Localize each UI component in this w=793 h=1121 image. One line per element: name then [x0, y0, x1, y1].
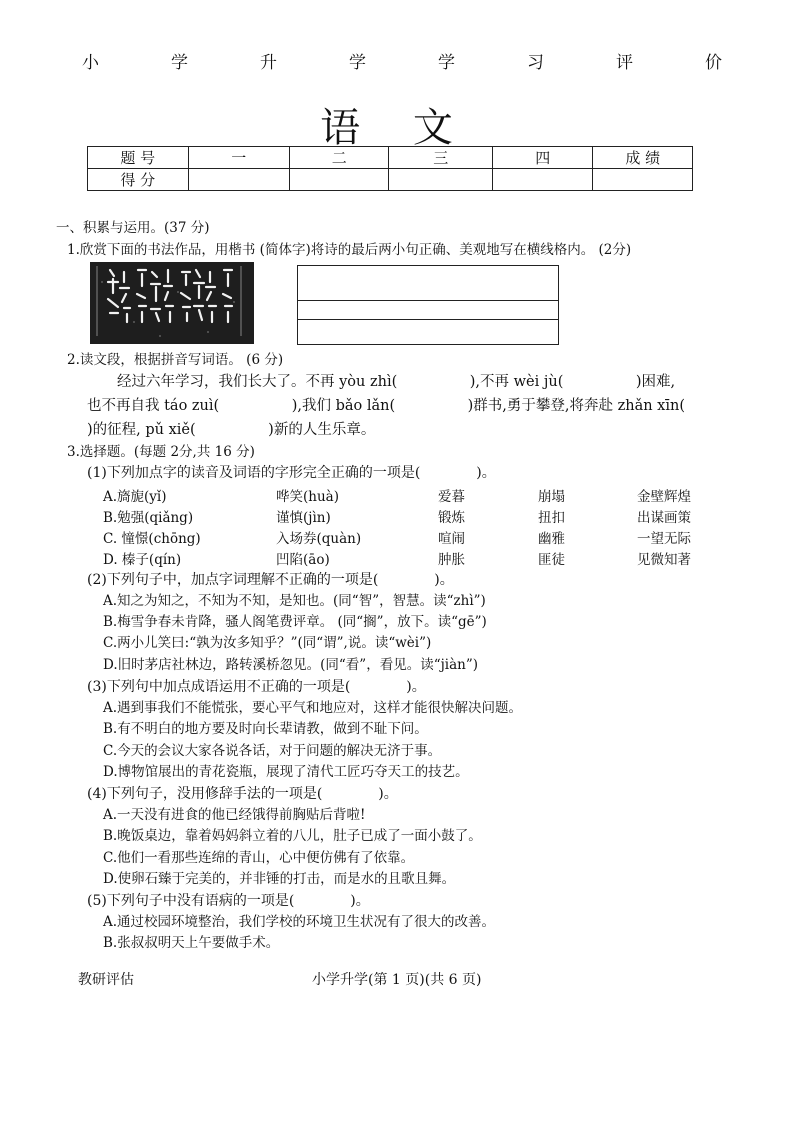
option-cell: A.旖旎(yǐ) [103, 489, 167, 505]
score-input-cell[interactable] [593, 169, 693, 191]
option-cell: 喧闹 [438, 531, 465, 547]
footer-page-info: 小学升学(第 1 页)(共 6 页) [312, 972, 482, 988]
option-line: D.旧时茅店社林边，路转溪桥忽见。(同“看”，看见。读“jiàn”) [103, 657, 479, 673]
option-line: D.使卵石臻于完美的，并非锤的打击，而是水的且歌且舞。 [103, 871, 456, 887]
option-line: C.他们一看那些连绵的青山，心中便仿佛有了依靠。 [103, 850, 415, 866]
option-cell: 肿胀 [438, 552, 465, 568]
table-row [88, 169, 693, 191]
option-cell: 匪徒 [538, 552, 565, 568]
option-line: A.通过校园环境整治，我们学校的环境卫生状况有了很大的改善。 [103, 914, 496, 930]
header-char: 小 [82, 53, 99, 73]
option-line: C.两小儿笑曰:“孰为汝多知乎？”(同“谓”,说。读“wèi”) [103, 635, 432, 651]
option-cell: 谨慎(jìn) [276, 510, 331, 526]
table-cell: 四 [492, 147, 593, 169]
score-input-cell[interactable] [188, 169, 289, 191]
header-char: 评 [616, 53, 633, 73]
footer-left: 教研评估 [78, 972, 134, 988]
option-cell: 一望无际 [637, 531, 691, 547]
option-cell: 金壁辉煌 [637, 489, 691, 505]
option-cell: 崩塌 [538, 489, 565, 505]
header-char: 学 [349, 53, 366, 73]
option-cell: 幽雅 [538, 531, 565, 547]
option-line: A.一天没有进食的他已经饿得前胸贴后背啦! [103, 807, 366, 823]
header-char: 学 [438, 53, 455, 73]
score-input-cell[interactable] [492, 169, 593, 191]
question-stem: (5)下列句子中没有语病的一项是( )。 [87, 893, 370, 909]
option-cell: 凹陷(āo) [276, 552, 330, 568]
score-input-cell[interactable] [389, 169, 492, 191]
question-2-text: 经过六年学习，我们长大了。不再 yòu zhì( ),不再 wèi jù( )困难, [117, 374, 676, 390]
table-cell: 一 [188, 147, 289, 169]
option-line: B.晚饭桌边，靠着妈妈斜立着的八儿，肚子已成了一面小鼓了。 [103, 828, 482, 844]
question-2-text: 也不再自我 táo zuì( ),我们 bǎo lǎn( )群书,勇于攀登,将奔赴 zhǎn xīn( [87, 398, 685, 414]
header-char: 习 [527, 53, 544, 73]
score-table [87, 146, 693, 191]
option-line: A.遇到事我们不能慌张，要心平气和地应对，这样才能很快解决问题。 [103, 700, 523, 716]
option-cell: 哗笑(huà) [276, 489, 339, 505]
question-2-title: 2.读文段，根据拼音写词语。 (6 分) [67, 352, 284, 368]
table-cell: 成 绩 [593, 147, 693, 169]
question-stem: (3)下列句中加点成语运用不正确的一项是( )。 [87, 679, 426, 695]
question-1: 1.欣赏下面的书法作品，用楷书 (简体字)将诗的最后两小句正确、美观地写在横线格内。 (2分) [67, 242, 632, 258]
score-input-cell[interactable] [289, 169, 389, 191]
option-cell: C. 憧憬(chōng) [103, 531, 201, 547]
calligraphy-image [90, 262, 254, 344]
option-cell: B.勉强(qiǎng) [103, 510, 194, 526]
question-stem: (1)下列加点字的读音及词语的字形完全正确的一项是( )。 [87, 465, 496, 481]
option-line: D.博物馆展出的青花瓷瓶，展现了清代工匠巧夺天工的技艺。 [103, 764, 469, 780]
writing-grid[interactable] [297, 265, 559, 345]
option-cell: 扭扣 [538, 510, 565, 526]
option-cell: 锻炼 [438, 510, 465, 526]
option-line: B.张叔叔明天上午要做手术。 [103, 935, 280, 951]
header-char: 价 [705, 53, 722, 73]
option-line: B.有不明白的地方要及时向长辈请教，做到不耻下问。 [103, 721, 428, 737]
option-line: B.梅雪争春未肯降，骚人阁笔费评章。 (同“搁”，放下。读“gē”) [103, 614, 487, 630]
option-cell: 出谋画策 [637, 510, 691, 526]
question-stem: (2)下列句子中，加点字词理解不正确的一项是( )。 [87, 572, 454, 588]
section-title: 一、积累与运用。(37 分) [56, 220, 210, 236]
option-line: C.今天的会议大家各说各话，对于问题的解决无济于事。 [103, 743, 442, 759]
question-stem: (4)下列句子，没用修辞手法的一项是( )。 [87, 786, 398, 802]
exam-header-title [82, 48, 722, 73]
table-cell: 得 分 [88, 169, 189, 191]
header-char: 升 [260, 53, 277, 73]
option-cell: D. 榛子(qín) [103, 552, 182, 568]
option-cell: 见微知著 [637, 552, 691, 568]
table-cell: 三 [389, 147, 492, 169]
table-cell: 题 号 [88, 147, 189, 169]
option-cell: 入场券(quàn) [276, 531, 362, 547]
table-cell: 二 [289, 147, 389, 169]
header-char: 学 [171, 53, 188, 73]
question-2-text: )的征程, pǔ xiě( )新的人生乐章。 [87, 422, 376, 438]
table-row [88, 147, 693, 169]
subject-title: 语 文 [320, 105, 473, 151]
question-3-title: 3.选择题。(每题 2分,共 16 分) [67, 444, 255, 460]
option-cell: 爱暮 [438, 489, 465, 505]
writing-line-band [298, 300, 558, 320]
option-line: A.知之为知之，不知为不知，是知也。(同“智”，智慧。读“zhì”) [103, 593, 486, 609]
